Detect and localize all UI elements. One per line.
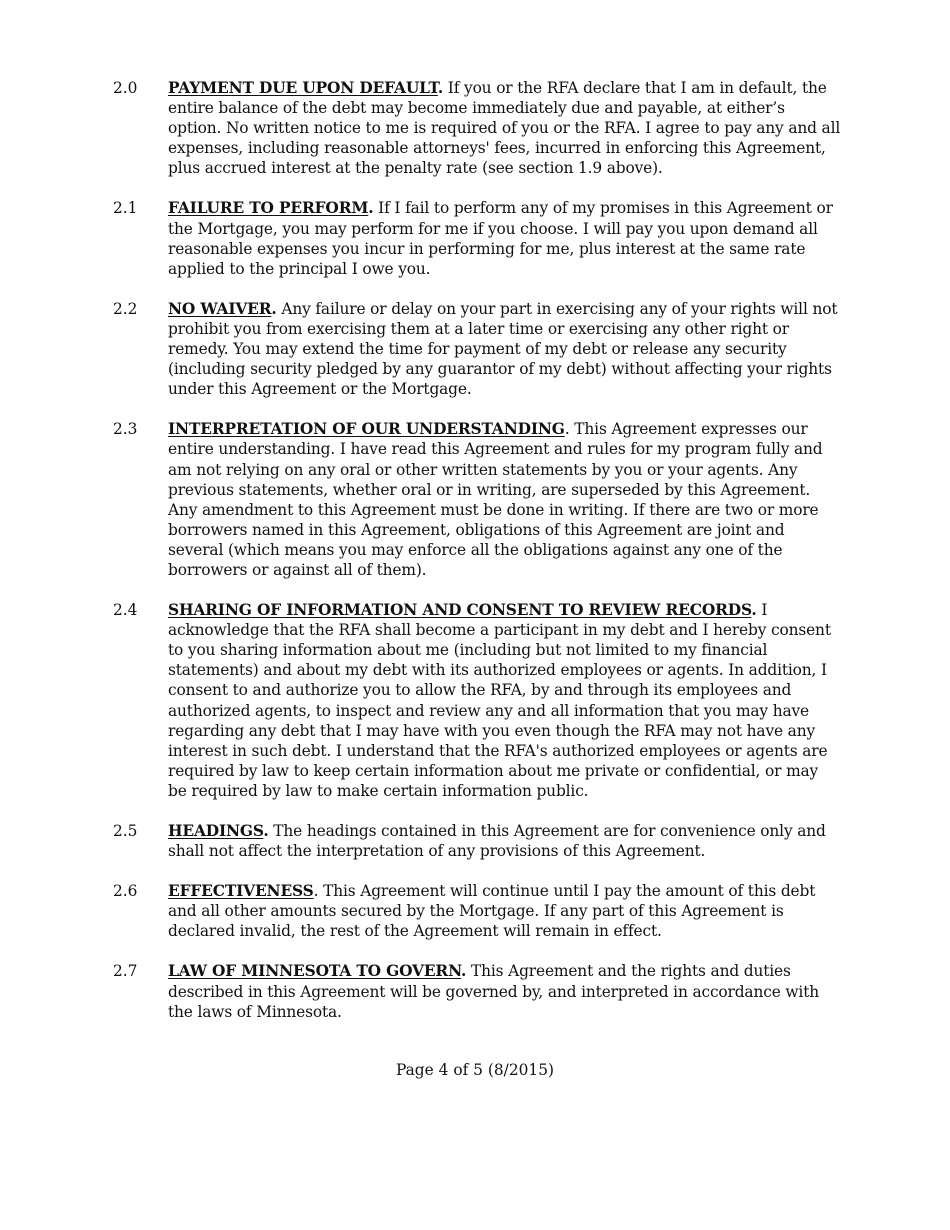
section-body <box>168 198 841 278</box>
section-2-3 <box>113 419 841 580</box>
section-body <box>168 881 841 941</box>
section-text: . This Agreement will continue until I pay the amount of this debt and all other amounts secured by the Mortgage. If any part of this Agreement is declared invalid, the rest of the Agreement will remain in effect. <box>168 882 816 941</box>
section-heading: INTERPRETATION OF OUR UNDERSTANDING <box>168 420 565 439</box>
section-text: This Agreement and the rights and duties described in this Agreement will be governed by, and interpreted in accordance with the laws of Minnesota. <box>168 962 819 1021</box>
section-text: Any failure or delay on your part in exercising any of your rights will not prohibit you from exercising them at a later time or exercising any other right or remedy. You may extend the time for payment of my debt or release any security (including security pledged by any guarantor of my debt) without affecting your rights under this Agreement or the Mortgage. <box>168 299 838 399</box>
section-heading: HEADINGS <box>168 822 264 840</box>
section-text: . This Agreement expresses our entire understanding. I have read this Agreement and rules for my program fully and am not relying on any oral or other written statements by you or your agents. Any previous statements, whether oral or in writing, are superseded by this Agreement. Any amendment to this Agreement must be done in writing. If there are two or more borrowers named in this Agreement, obligations of this Agreement are joint and several (which means you may enforce all the obligations against any one of the borrowers or against all of them). <box>168 420 823 579</box>
section-text: If I fail to perform any of my promises in this Agreement or the Mortgage, you may perform for me if you choose. I will pay you upon demand all reasonable expenses you incur in performing for me, plus interest at the same rate applied to the principal I owe you. <box>168 199 833 278</box>
heading-punctuation: . <box>271 299 277 318</box>
section-text: If you or the RFA declare that I am in default, the entire balance of the debt may become immediately due and payable, at either’s option. No written notice to me is required of you or the RFA. I agree to pay any and all expenses, including reasonable attorneys' fees, incurred in enforcing this Agreement, plus accrued interest at the penalty rate (see section 1.9 above). <box>168 79 841 178</box>
section-number: 2.6 <box>113 882 138 901</box>
section-2-7 <box>113 961 841 1021</box>
section-heading: EFFECTIVENESS <box>168 882 314 901</box>
section-heading: FAILURE TO PERFORM <box>168 199 369 218</box>
section-body <box>168 78 841 178</box>
heading-punctuation: . <box>368 199 374 218</box>
section-2-2 <box>113 299 841 399</box>
section-heading: NO WAIVER <box>168 299 272 318</box>
section-number: 2.4 <box>113 601 138 620</box>
section-body <box>168 299 841 399</box>
section-body <box>168 821 841 861</box>
heading-punctuation: . <box>461 962 467 981</box>
section-body <box>168 600 841 801</box>
section-2-1 <box>113 198 841 278</box>
heading-punctuation: . <box>751 601 757 620</box>
heading-punctuation: . <box>263 822 269 840</box>
section-2-0 <box>113 78 841 178</box>
section-2-6 <box>113 881 841 941</box>
section-2-5 <box>113 821 841 861</box>
section-text: The headings contained in this Agreement are for convenience only and shall not affect the interpretation of any provisions of this Agreement. <box>168 822 826 861</box>
section-body <box>168 961 841 1021</box>
section-number: 2.1 <box>113 199 138 218</box>
document-page <box>113 78 841 1042</box>
section-heading: SHARING OF INFORMATION AND CONSENT TO REVIEW RECORDS <box>168 601 752 620</box>
section-number: 2.7 <box>113 962 138 981</box>
section-2-4 <box>113 600 841 801</box>
section-number: 2.2 <box>113 299 138 318</box>
section-heading: LAW OF MINNESOTA TO GOVERN <box>168 962 462 981</box>
page-footer: Page 4 of 5 (8/2015) <box>395 1061 555 1079</box>
section-body <box>168 419 841 580</box>
section-heading: PAYMENT DUE UPON DEFAULT <box>168 79 438 97</box>
section-number: 2.0 <box>113 79 138 97</box>
section-text: I acknowledge that the RFA shall become a participant in my debt and I hereby consent to you sharing information about me (including but not limited to my financial statements) and about my debt with its authorized employees or agents. In addition, I consent to and authorize you to allow the RFA, by and through its employees and authorized agents, to inspect and review any and all information that you may have regarding any debt that I may have with you even though the RFA may not have any interest in such debt. I understand that the RFA's authorized employees or agents are required by law to keep certain information about me private or confidential, or may be required by law to make certain information public. <box>168 601 831 800</box>
heading-punctuation: . <box>437 79 444 97</box>
section-number: 2.5 <box>113 822 138 840</box>
section-number: 2.3 <box>113 420 138 439</box>
